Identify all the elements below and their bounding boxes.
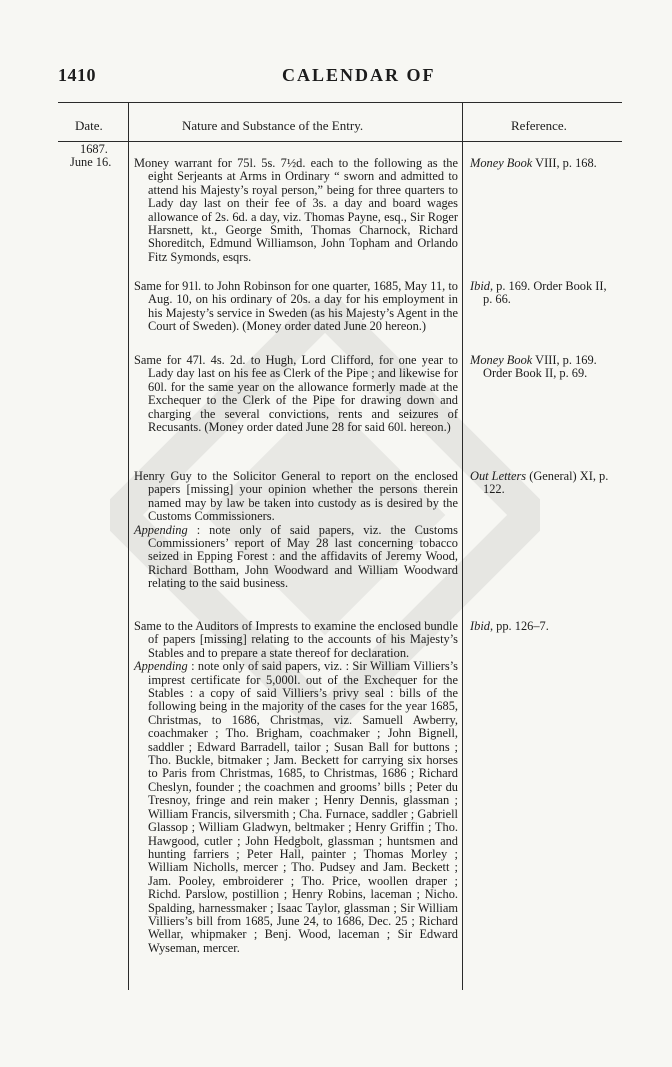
column-divider-right [462,102,463,990]
table-top-rule [58,102,622,103]
reference-detail: , p. 169. Order Book II, p. 66. [483,279,607,307]
entry-text: Same for 47l. 4s. 2d. to Hugh, Lord Clifford, for one year to Lady day last on his fee as Clerk of the Pipe ; and likewise for 60l. for the same year on the allowance formerly made at the Exchequer to the Clerk of the Pipe for drawing down and charging the several convictions, rents and seizures of Recusants. (Money order dated June 28 for said 60l. hereon.) [134,353,458,435]
reference-detail: VIII, p. 168. [532,156,597,170]
entry-1 [134,157,458,264]
column-header-nature: Nature and Substance of the Entry. [182,118,364,133]
entry-text: Henry Guy to the Solicitor General to report on the enclosed papers [missing] your opinion whether the persons therein named may by law be taken into custody as is desired by the Customs Commissioners. [134,469,458,524]
entry-2 [134,280,458,334]
reference-1 [470,157,618,170]
reference-book: Ibid [470,279,490,293]
table-header-rule [58,141,622,142]
column-header-date: Date. [75,118,103,133]
reference-book: Ibid [470,619,490,633]
entry-text: Same for 91l. to John Robinson for one quarter, 1685, May 11, to Aug. 10, on his ordinary of 20s. a day for his employment in his Majesty’s service in Sweden (as his Majesty’s Agent in the Court of Sweden). (Money order dated June 20 hereon.) [134,279,458,334]
page-number: 1410 [58,65,96,85]
date-day: June 16. [70,155,112,169]
entry-text: Same to the Auditors of Imprests to examine the enclosed bundle of papers [missing] relating to the accounts of his Majesty’s Stables and to prepare a state thereof for declaration. [134,619,458,660]
entry-5 [134,620,458,955]
appending-text: : note only of said papers, viz. : Sir William Villiers’s imprest certificate for 5,000l. out of the Exchequer for the Stables : a copy of said Villiers’s privy seal : bills of the following being in the majority of the cases for the year 1685, Christmas, to 1686, Christmas, viz. Samuell Awberry, coachmaker ; Tho. Brigham, coachmaker ; John Bignell, saddler ; Edward Barradell, tailor ; Susan Ball for buttons ; Tho. Buckle, bitmaker ; Jam. Beckett for carrying six horses to Paris from Christmas, 1685, to Christmas, 1686 ; Richard Cheslyn, founder ; the coachmen and grooms’ bills ; Peter du Tresnoy, fringe and rein maker ; Henry Dennis, glassman ; William Francis, silversmith ; Cha. Furnace, saddler ; Gabriell Glassop ; William Gladwyn, beltmaker ; Henry Griffin ; Tho. Hawgood, cutler ; John Hedgbolt, glassman ; huntsmen and hunting farriers ; Peter Hall, painter ; Thomas Morley ; William Nicholls, mercer ; Tho. Pudsey and Jam. Beckett ; Jam. Pooley, embroiderer ; Tho. Price, woollen draper ; Richd. Parslow, postillion ; Henry Robins, laceman ; Nicho. Spalding, harnessmaker ; Isaac Taylor, glassman ; Sir William Villiers’s bill from 1685, June 24, to 1686, Dec. 25 ; Richard Wellar, whipmaker ; Benj. Wood, laceman ; Sir Edward Wyseman, mercer. [148,659,458,955]
reference-5 [470,620,618,633]
reference-detail: (General) XI, p. 122. [483,469,609,497]
column-divider-left [128,102,129,990]
reference-2 [470,280,618,307]
reference-3 [470,354,618,381]
reference-book: Money Book [470,353,533,367]
entry-4 [134,470,458,591]
reference-book: Out Letters [470,469,527,483]
entry-3 [134,354,458,434]
reference-4 [470,470,618,497]
column-header-reference: Reference. [511,118,567,133]
appending-text: : note only of said papers, viz. the Customs Commissioners’ report of May 28 last concerning tobacco seized in Epping Forest : and the affidavits of Jeremy Wood, Richard Bottham, John Woodward and William Woodward relating to the said business. [148,522,458,591]
running-title: CALENDAR OF [282,65,436,85]
appending-label: Appending [134,522,188,537]
reference-detail: VIII, p. 169. Order Book II, p. 69. [483,353,597,381]
reference-detail: , pp. 126–7. [489,619,549,633]
reference-book: Money Book [470,156,533,170]
date-year: 1687. [80,142,108,156]
entry-text: Money warrant for 75l. 5s. 7½d. each to the following as the eight Serjeants at Arms in Ordinary “ sworn and admitted to attend his Majesty’s royal person,” being for three quarters to Lady day last on their fee of 3s. a day and board wages allowance of 2s. 6d. a day, viz. Thomas Payne, esq., Sir Roger Harsnett, kt., George Smith, Thomas Charnock, Richard Shoreditch, Edmund Williamson, John Topham and Orlando Fitz Symonds, esqrs. [134,156,458,264]
appending-label: Appending [134,659,188,674]
